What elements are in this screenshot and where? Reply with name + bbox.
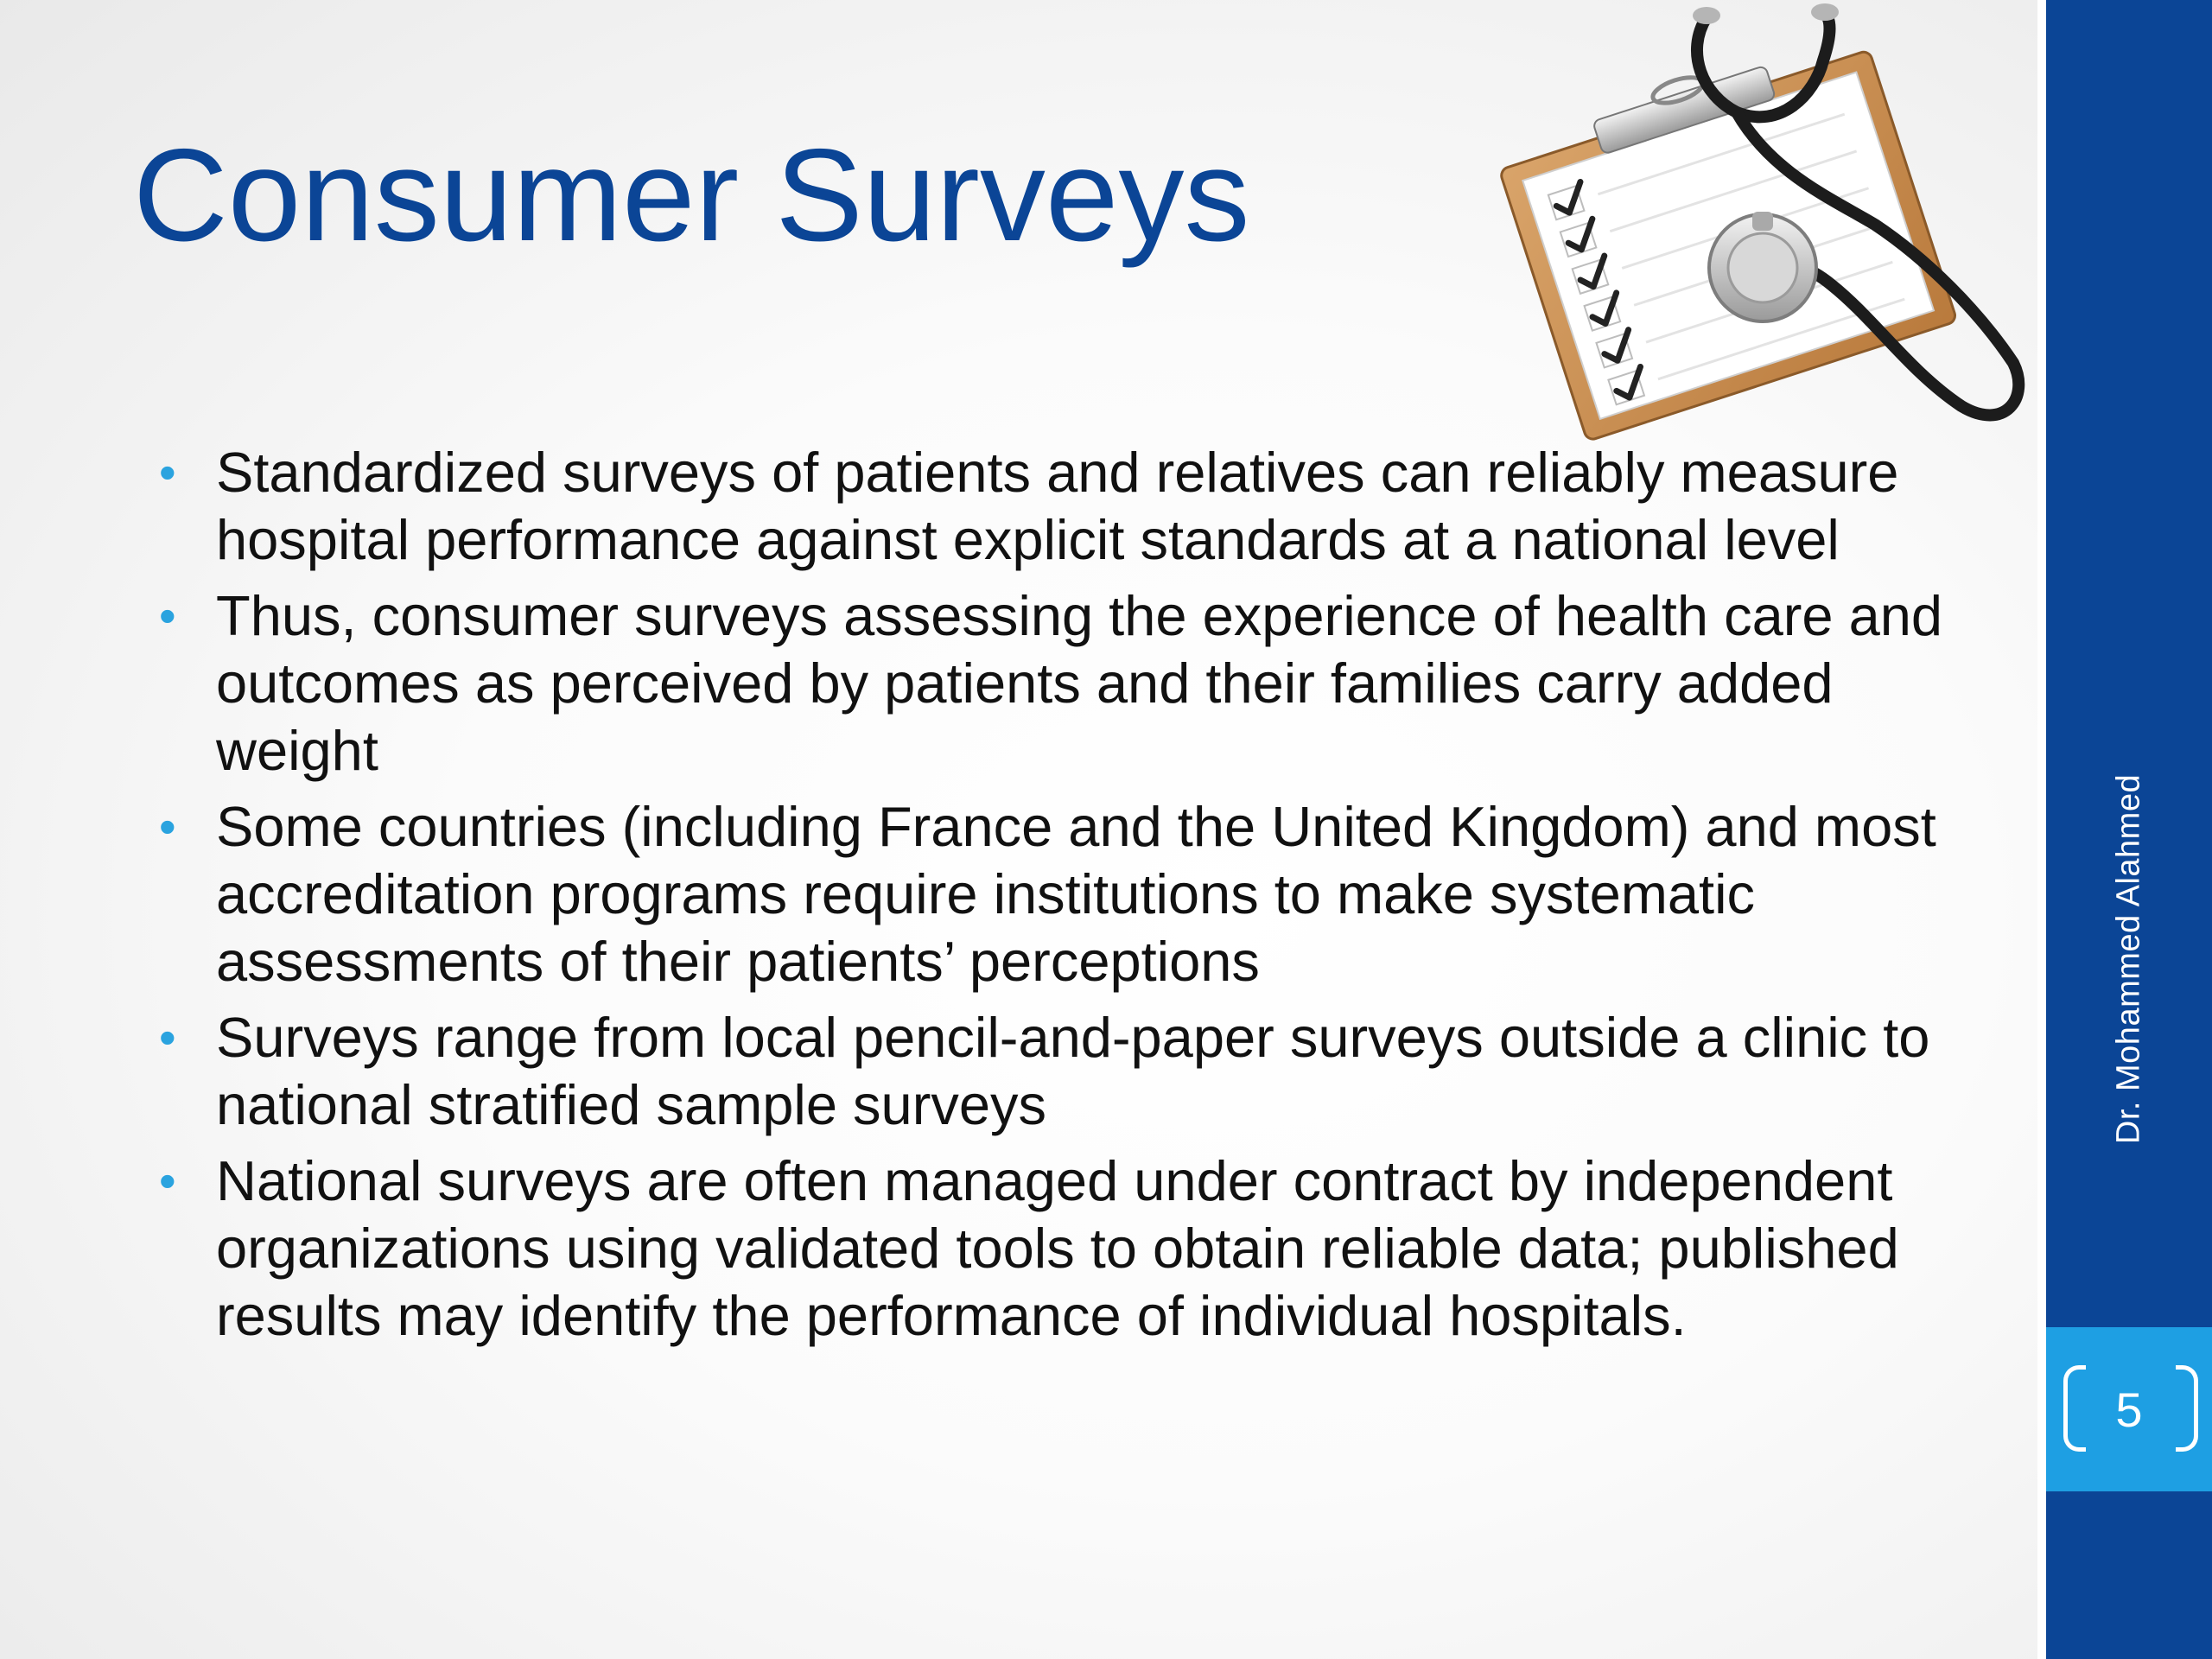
page-number: 5 (2115, 1382, 2143, 1437)
bullet-icon: • (159, 588, 176, 643)
list-item (156, 439, 1961, 574)
slide-title: Consumer Surveys (133, 122, 1250, 269)
sidebar-divider (2037, 0, 2046, 1659)
bullet-icon: • (159, 445, 176, 499)
author-name: Dr. Mohammed Alahmed (2110, 773, 2147, 1145)
list-item (156, 1004, 1961, 1139)
bullet-icon: • (159, 1010, 176, 1065)
bullet-icon: • (159, 799, 176, 854)
list-item (156, 582, 1961, 785)
bullet-text: Thus, consumer surveys assessing the experience of health care and outcomes as perceived by patients and their families carry added weight (216, 584, 1943, 782)
bullet-list (156, 439, 1961, 1358)
page-number-box (2046, 1327, 2212, 1491)
bullet-icon: • (159, 1154, 176, 1208)
bullet-text: Some countries (including France and the United Kingdom) and most accreditation programs require institutions to make systematic assessments of their patients’ perceptions (216, 795, 1936, 993)
list-item (156, 793, 1961, 995)
bullet-text: Surveys range from local pencil-and-paper surveys outside a clinic to national stratified sample surveys (216, 1006, 1930, 1136)
bullet-text: National surveys are often managed under contract by independent organizations using validated tools to obtain reliable data; published results may identify the performance of individual hospitals. (216, 1149, 1899, 1347)
bullet-text: Standardized surveys of patients and relatives can reliably measure hospital performance against explicit standards at a national level (216, 441, 1899, 571)
clipboard-stethoscope-icon (1426, 0, 2039, 449)
list-item (156, 1147, 1961, 1350)
